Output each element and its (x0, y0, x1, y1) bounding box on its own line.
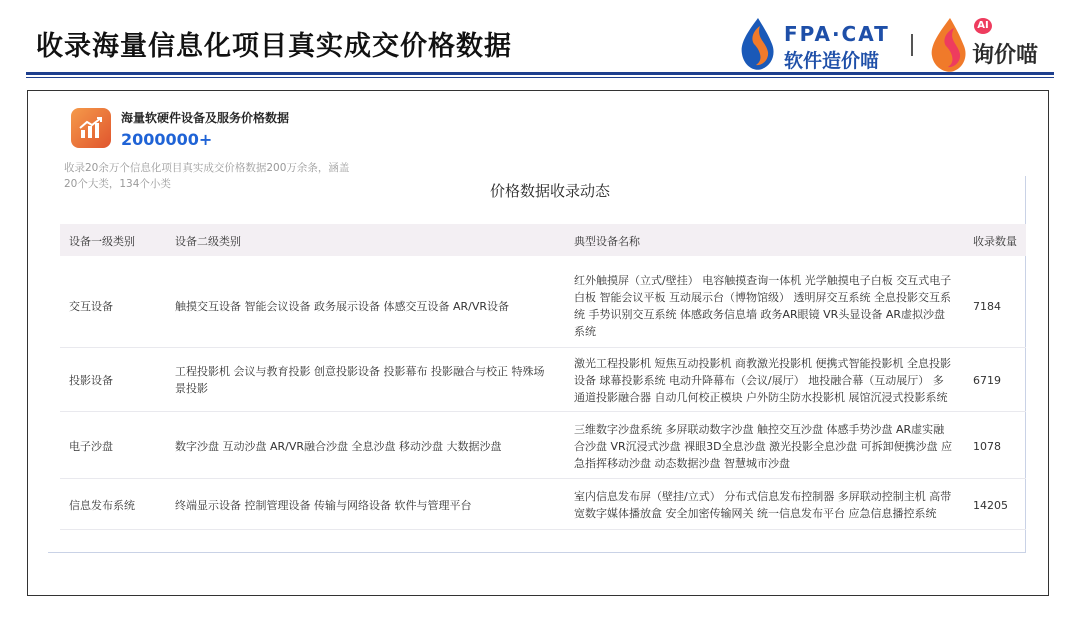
stat-title: 海量软硬件设备及服务价格数据 (121, 111, 290, 125)
column-header-category: 设备一级类别 (69, 235, 135, 248)
cell-subcategories: 数字沙盘 互动沙盘 AR/VR融合沙盘 全息沙盘 移动沙盘 大数据沙盘 (175, 439, 502, 453)
fpa-drop-icon (738, 16, 778, 72)
cell-devices: 红外触摸屏（立式/壁挂） 电容触摸查询一体机 光学触摸电子白板 交互式电子白板 智能会议平板 互动展示台（博物馆级） 透明屏交互系统 全息投影交互系统 手势识别交互系统 体感政务信息墙 政务AR眼镜 VR头显设备 AR虚拟沙盘系统 (574, 274, 952, 338)
column-header-subcategory: 设备二级类别 (175, 235, 241, 248)
ai-brand-cn: 询价喵 (972, 43, 1039, 68)
bar-chart-trend-icon (71, 108, 111, 148)
stat-description-line: 收录20余万个信息化项目真实成交价格数据200万余条，涵盖 (64, 162, 350, 174)
fpa-brand-cn: 软件造价喵 (784, 50, 880, 72)
fpa-brand-en: FPA·CAT (784, 22, 890, 46)
table-row (60, 480, 1026, 530)
header-rule-thin (26, 77, 1054, 78)
stat-description-line: 20个大类，134个小类 (64, 178, 171, 190)
cell-category: 交互设备 (69, 299, 113, 313)
cell-count: 6719 (973, 373, 1001, 387)
cell-subcategories: 工程投影机 会议与教育投影 创意投影设备 投影幕布 投影融合与校正 特殊场景投影 (175, 365, 545, 395)
fpa-cat-logo (738, 14, 898, 76)
page-title: 收录海量信息化项目真实成交价格数据 (36, 31, 512, 62)
stat-value: 2000000+ (121, 130, 213, 149)
ai-logo (928, 12, 1058, 76)
cell-count: 14205 (973, 498, 1008, 512)
table-row (60, 348, 1026, 412)
cell-category: 投影设备 (69, 373, 113, 387)
cell-devices: 三维数字沙盘系统 多屏联动数字沙盘 触控交互沙盘 体感手势沙盘 AR虚实融合沙盘 VR沉浸式沙盘 裸眼3D全息沙盘 激光投影全息沙盘 可拆卸便携沙盘 应急指挥移动沙盘 动态数据沙盘 智慧城市沙盘 (574, 422, 953, 470)
table-row (60, 264, 1026, 348)
ai-drop-icon (928, 16, 972, 74)
ai-badge: AI (974, 18, 992, 34)
table-header (60, 224, 1026, 256)
logo-divider (911, 34, 913, 56)
table-title: 价格数据收录动态 (489, 182, 610, 200)
column-header-count: 收录数量 (973, 235, 1017, 248)
cell-subcategories: 终端显示设备 控制管理设备 传输与网络设备 软件与管理平台 (175, 498, 472, 512)
cell-category: 信息发布系统 (69, 498, 135, 512)
cell-devices: 激光工程投影机 短焦互动投影机 商教激光投影机 便携式智能投影机 全息投影设备 球幕投影系统 电动升降幕布（会议/展厅） 地投融合幕（互动展厅） 多通道投影融合器 自动几何校正模块 户外防尘防水投影机 展馆沉浸式投影系统 (574, 356, 951, 404)
cell-devices: 室内信息发布屏（壁挂/立式） 分布式信息发布控制器 多屏联动控制主机 高带宽数字媒体播放盒 安全加密传输网关 统一信息发布平台 应急信息播控系统 (574, 490, 952, 520)
header-rule (26, 72, 1054, 75)
cell-subcategories: 触摸交互设备 智能会议设备 政务展示设备 体感交互设备 AR/VR设备 (175, 299, 510, 313)
cell-count: 7184 (973, 299, 1001, 313)
cell-category: 电子沙盘 (69, 439, 113, 453)
table-row (60, 413, 1026, 479)
cell-count: 1078 (973, 439, 1001, 453)
column-header-devices: 典型设备名称 (574, 235, 640, 248)
